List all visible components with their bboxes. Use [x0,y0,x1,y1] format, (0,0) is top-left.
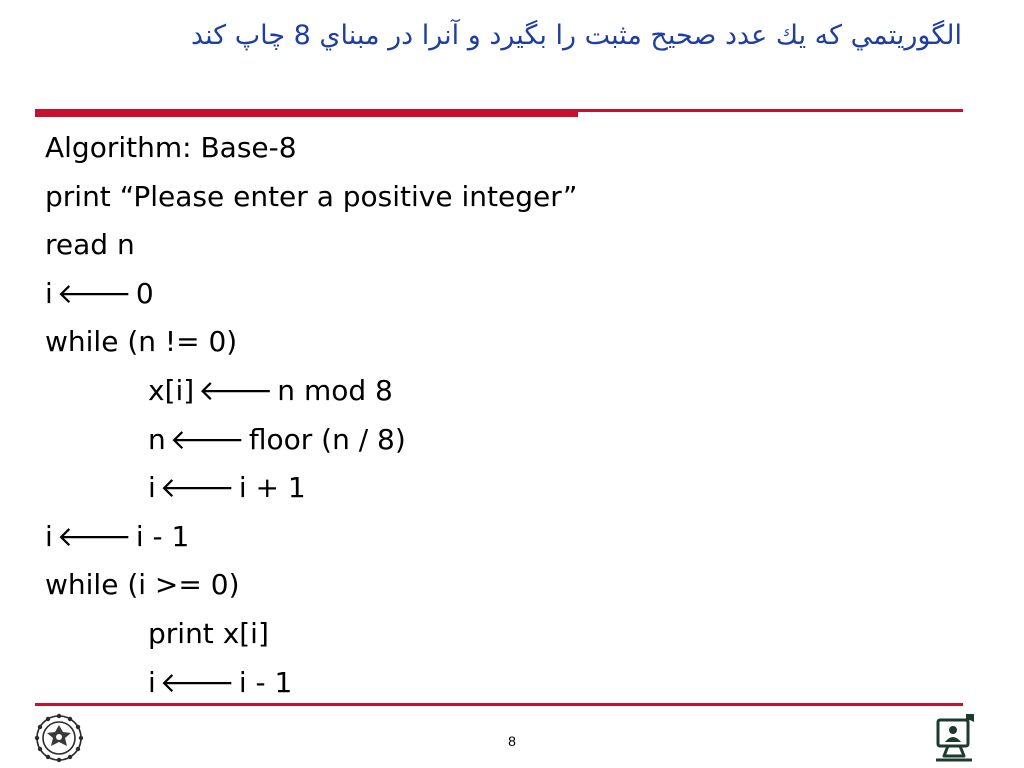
code-line [45,270,577,319]
code-line: print x[i] [148,616,269,650]
assign-arrow-icon: 🡐 [56,276,132,310]
title-divider-accent [35,112,578,117]
code-line: Algorithm: Base-8 [45,131,297,164]
assign-arrow-icon: 🡐 [169,422,245,456]
assign-target: i [45,276,53,310]
assign-arrow-icon: 🡐 [159,471,235,505]
assign-value: 0 [135,276,154,310]
assign-target: n [148,422,166,456]
assign-value: i - 1 [238,665,293,699]
code-line [45,464,577,513]
assign-value: i - 1 [135,519,190,553]
code-line: while (i >= 0) [45,568,240,602]
computer-department-icon [930,712,978,764]
assign-arrow-icon: 🡐 [198,373,274,407]
code-line [45,513,577,562]
assign-value: n mod 8 [277,373,393,407]
code-line [45,416,577,465]
code-line [45,367,577,416]
assign-target: x[i] [148,373,195,407]
code-line: print “Please enter a positive integer” [45,179,578,213]
code-line: while (n != 0) [45,325,238,359]
assign-arrow-icon: 🡐 [159,665,235,699]
assign-target: i [45,519,53,553]
slide-title: الگوريتمي كه يك عدد صحيح مثبت را بگيرد و آنرا در مبناي 8 چاپ كند [190,20,962,51]
code-line: read n [45,228,135,262]
assign-target: i [148,471,156,505]
algorithm-code-block [45,124,577,707]
assign-arrow-icon: 🡐 [56,519,132,553]
assign-value: floor (n / 8) [248,422,406,456]
assign-value: i + 1 [238,471,306,505]
assign-target: i [148,665,156,699]
page-number: 8 [508,733,516,749]
code-line [45,659,577,708]
footer-divider [35,703,963,706]
